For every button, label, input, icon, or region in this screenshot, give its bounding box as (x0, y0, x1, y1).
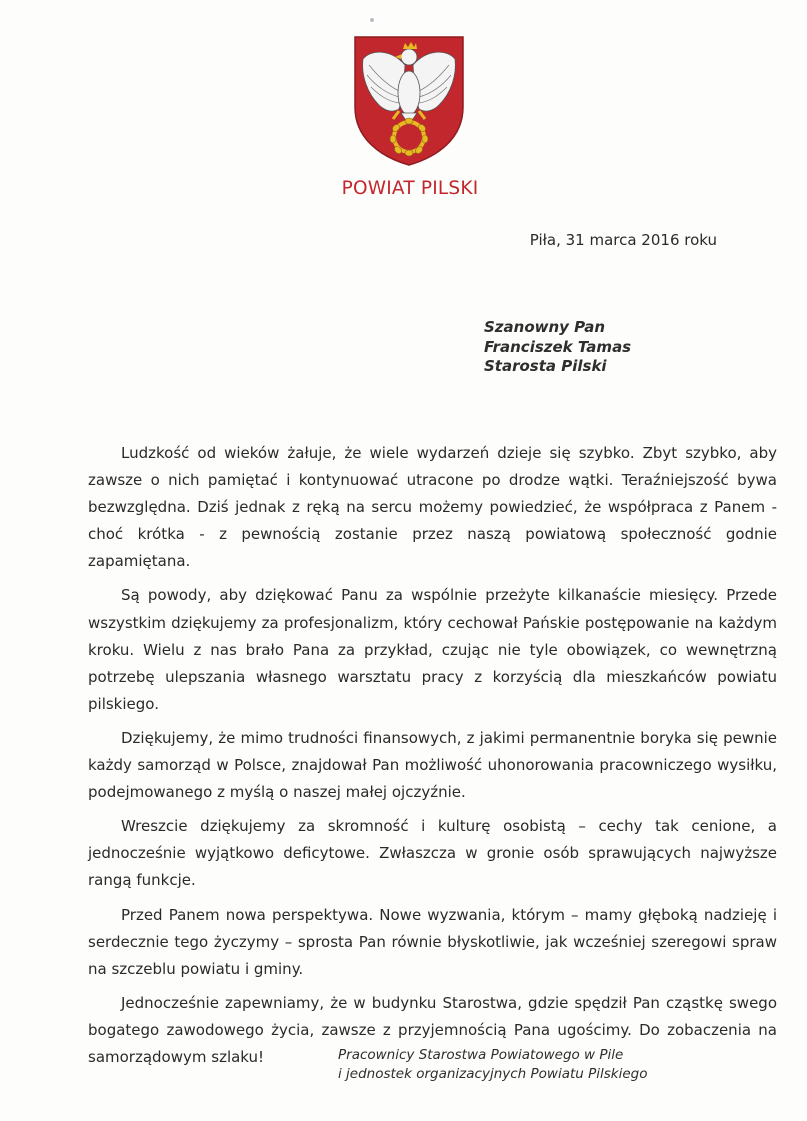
body-paragraph: Są powody, aby dziękować Panu za wspólnie przeżyte kilkanaście miesięcy. Przede wszystkim dziękujemy za profesjonalizm, który cechował Pańskie postępowanie na każdym kroku. Wielu z nas brało Pana za przykład, czując nie tyle obowiązek, co wewnętrzną potrzebę ulepszania własnego warsztatu pracy z korzyścią dla mieszkańców powiatu pilskiego. (88, 586, 777, 713)
letter-body (88, 440, 777, 1078)
letter-date: Piła, 31 marca 2016 roku (529, 231, 717, 249)
body-paragraph: Dziękujemy, że mimo trudności finansowych, z jakimi permanentnie boryka się pewnie każdy samorząd w Polsce, znajdował Pan możliwość uhonorowania pracowniczego wysiłku, podejmowanego z myślą o naszej małej ojczyźnie. (88, 728, 777, 802)
addressee-salutation: Szanowny Pan (484, 318, 606, 336)
scan-speck (370, 18, 374, 22)
signature-line-1: Pracownicy Starostwa Powiatowego w Pile (338, 1047, 624, 1063)
signature-line-2: i jednostek organizacyjnych Powiatu Pilskiego (338, 1065, 648, 1082)
body-paragraph: Przed Panem nowa perspektywa. Nowe wyzwania, którym – mamy głęboką nadzieję i serdecznie tego życzymy – sprosta Pan równie błyskotliwie, jak wcześniej szeregowi spraw na szczeblu powiatu i gminy. (88, 905, 777, 978)
addressee-name: Franciszek Tamas (484, 337, 632, 356)
coat-of-arms-eagle-icon (353, 35, 465, 167)
signature-block (338, 1046, 648, 1083)
org-name: POWIAT PILSKI (341, 178, 479, 199)
body-paragraph: Ludzkość od wieków żałuje, że wiele wydarzeń dzieje się szybko. Zbyt szybko, aby zawsze o nich pamiętać i kontynuować utracone po drodze wątki. Teraźniejszość bywa bezwzględna. Dziś jednak z ręką na sercu możemy powiedzieć, że współpraca z Panem - choć krótka - z pewnością zostanie przez naszą powiatową społeczność godnie zapamiętana. (88, 444, 777, 571)
addressee-block (484, 318, 631, 377)
body-paragraph: Wreszcie dziękujemy za skromność i kulturę osobistą – cechy tak cenione, a jednocześnie wyjątkowo deficytowe. Zwłaszcza w gronie osób sprawujących najwyższe rangą funkcje. (88, 817, 777, 890)
body-paragraph: Jednocześnie zapewniamy, że w budynku Starostwa, gdzie spędził Pan cząstkę swego bogatego zawodowego życia, zawsze z przyjemnością Pana ugościmy. Do zobaczenia na samorządowym szlaku! (88, 993, 777, 1066)
addressee-title: Starosta Pilski (484, 357, 607, 375)
